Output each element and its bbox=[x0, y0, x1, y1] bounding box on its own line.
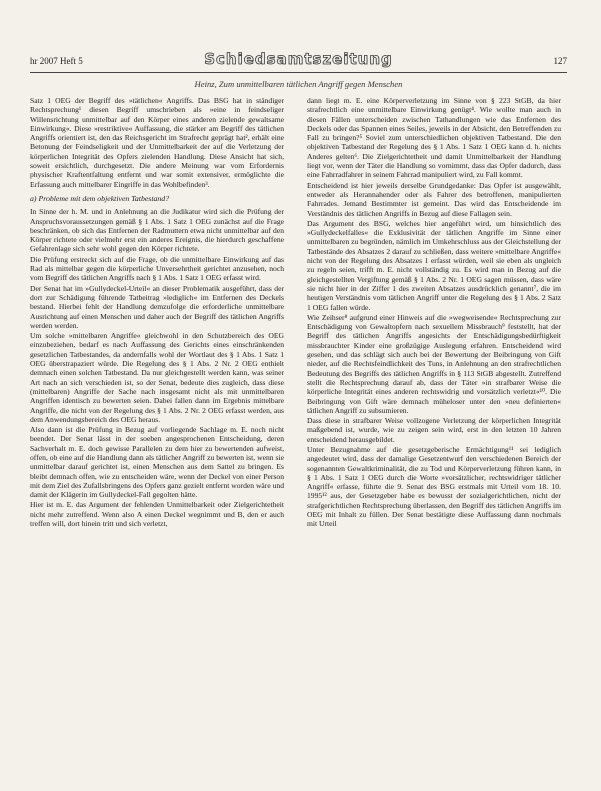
paragraph: Dass diese in strafbarer Weise vollzogene Verletzung der körperlichen Integrität maßgebend ist, wurde, wie zu zeigen sein wird, erst in den letzten 10 Jahren entscheidend herausgebildet. bbox=[307, 416, 561, 444]
paragraph: Entscheidend ist hier jeweils derselbe Grundgedanke: Das Opfer ist ausgewählt, entweder als Herannahender oder als Fahrer des betroffenen, manipulierten Fahrrades. Jemand Bestimmter ist gemeint. Das wird das Entscheidende im Verständnis des tätlichen Angriffs in Bezug auf diese Fallagen sein. bbox=[307, 180, 561, 218]
paragraph: Die Prüfung erstreckt sich auf die Frage, ob die unmittelbare Einwirkung auf das Rad als mittelbar gegen die körperliche Unversehrtheit gerichtet anzusehen, noch vom Begriff des tätlichen Angriffs nach § 1 Abs. 1 Satz 1 OEG erfasst wird. bbox=[30, 254, 284, 283]
issue-label: hr 2007 Heft 5 bbox=[30, 56, 83, 66]
paragraph: Hier ist m. E. das Argument der fehlenden Unmittelbarkeit oder Zielgerichtetheit nicht mehr zutreffend. Wenn also A einen Deckel wegnimmt und B, den er auch treffen will, dort hinein tritt und sich verletzt, bbox=[30, 500, 284, 529]
running-header bbox=[30, 50, 567, 73]
article-subtitle: Heinz, Zum unmittelbaren tätlichen Angriff gegen Menschen bbox=[194, 79, 403, 89]
paragraph: Unter Bezugnahme auf die gesetzgeberische Ermächtigung¹¹ sei lediglich angedeutet wird, dass der damalige Gesetzentwurf den verschiedenen Bereich der sogenannten Gewaltkriminalität, die zu Tod und Körperverletzung führen kann, in § 1 Abs. 1 Satz 1 OEG durch die Worte »vorsätzlicher, rechtswidriger tätlicher Angriff« erfasse, führte die 9. Senat des BSG erstmals mit Urteil vom 18. 10. 1995¹² aus, der Gesetzgeber habe es bewusst der sozialgerichtlichen, nicht der strafgerichtlichen Rechtsprechung überlassen, den Begriff des tätlichen Angriffs im OEG mit Inhalt zu füllen. Der Senat bestätigte diese Auffassung dann nochmals mit Urteil bbox=[307, 444, 561, 529]
paragraph: In Sinne der h. M. und in Anlehnung an die Judikatur wird sich die Prüfung der Anspruchsvoraussetzungen gemäß § 1 Abs. 1 Satz 1 OEG zunächst auf die Frage beschränken, ob sich das Entfernen der Radmuttern etwa nicht unmittelbar auf den Körper richtete oder vielmehr erst ein anderes Ereignis, die hierdurch geschaffene Gefahrenlage sich sehr wohl gegen den Körper richtete. bbox=[30, 207, 284, 254]
left-column bbox=[30, 96, 284, 529]
paragraph: Wie Zeihser⁸ aufgrund einer Hinweis auf die »wegweisende« Rechtsprechung zur Entschädigung von Gewaltopfern nach sexuellem Missbrauch⁹ feststellt, hat der Begriff des tätlichen Angriffs angesichts der Entschädigungsbedürftigkeit missbrauchter Kinder eine großzügige Auslegung erfahren. Entscheidend wird gesehen, und das schlägt sich auch bei der Bewertung der Beibringung von Gift nieder, auf die Rechtsfeindlichkeit des Tuns, in Anlehnung an den strafrechtlichen Bedeutung des Begriffs des tätlichen Angriffs in § 113 StGB abgestellt. Zutreffend stellt die Rechtsprechung darauf ab, dass der Täter »in strafbarer Weise die körperliche Integrität eines anderen rechtswidrig und vorsätzlich verletzt«¹⁰. Die Beibringung von Gift wäre demnach müheloser unter den »neu definierten« tätlichen Angriff zu subsumieren. bbox=[307, 312, 561, 415]
paragraph: Um solche »mittelbaren Angriffe« gleichwohl in den Schutzbereich des OEG einzubeziehen, bedarf es nach Auffassung des Gerichts eines einschränkenden gesetzlichen Tatbestandes, da andernfalls wohl der Wortlaut des § 1 Abs. 1 Satz 1 OEG überstrapaziert würde. Die Regelung des § 1 Abs. 2 Nr. 2 OEG enthielt demnach einen solchen Tatbestand. Da nur gleichgestellt werden kann, was seiner Art nach an sich verschieden ist, so der Senat, bedeute dies zugleich, dass diese (mittelbaren) Angriffe der Sache nach insgesamt nicht als mit unmittelbaren Angriffen identisch zu bewerten seien. Dabei fallen dann im Ergebnis mittelbare Angriffe, die nicht von der Regelung des § 1 Abs. 2 Nr. 2 OEG erfasst werden, aus dem Anwendungsbereich des OEG heraus. bbox=[30, 331, 284, 424]
right-column bbox=[307, 96, 561, 530]
journal-title: Schiedsamtszeitung bbox=[204, 50, 393, 68]
paragraph: Der Senat hat im »Gullydeckel-Urteil« an dieser Problematik ausgeführt, dass der dort zur Schädigung führende Tatbeitrag »lediglich« im Entfernen des Deckels bestand. Hierbei fehlt der Handlung demzufolge die erforderliche unmittelbare Ausrichtung auf einen Menschen und daher auch der Begriff des tätlichen Angriffs werden werden. bbox=[30, 283, 284, 330]
page-number: 127 bbox=[553, 56, 567, 66]
section-heading: a) Probleme mit dem objektiven Tatbestand? bbox=[30, 193, 170, 203]
paragraph: dann liegt m. E. eine Körperverletzung im Sinne von § 223 StGB, da hier strafrechtlich eine unmittelbare Einwirkung genügt⁴. Wie wollte man auch in diesen Fällen unterscheiden zwischen Tathandlungen wie das Entfernen des Deckels oder das Spannen eines Seiles, jeweils in der Absicht, den Betreffenden zu Fall zu bringen?⁵ Soviel zum unterschiedlichen objektiven Tatbestand. Die den objektiven Tatbestand der Regelung des § 1 Abs. 1 Satz 1 OEG kann d. h. nichts Anderes gelten⁶. Die Zielgerichtetheit und damit Unmittelbarkeit der Handlung liegt vor, wenn der Täter die Handlung so vornimmt, dass das Opfer dadurch, dass eine Fahrradfahrer in seinem Fahrrad manipuliert wird, zu Fall kommt. bbox=[307, 96, 561, 180]
paragraph: Satz 1 OEG der Begriff des »tätlichen« Angriffs. Das BSG hat in ständiger Rechtsprechung¹ diesen Begriff umschrieben als »eine in feindseliger Willensrichtung unmittelbar auf den Körper eines anderen zielende gewaltsame Einwirkung«. Diese »restriktive« Auffassung, die stärker am Begriff des tätlichen Angriffs orientiert ist, den das Reichsgericht im Strafrecht geprägt hat², erhält eine Betonung der Feindseligkeit und der Unmittelbarkeit der auf die Verletzung der körperlichen Integrität des Opfers zielenden Handlung. Diese Ansicht hat sich, soweit ersichtlich, durchgesetzt. Die andere Meinung war vom Erfordernis physischer Kraftentfaltung entfernt und war somit extensiver, ermöglichte die Erfassung auch mittelbarer Eingriffe in das Wohlbefinden³. bbox=[30, 96, 284, 189]
paragraph: Das Argument des BSG, welches hier angeführt wird, um hinsichtlich des »Gullydeckelfalles« die Exklusivität der tätlichen Angriffe im Sinne einer unmittelbaren zu begründen, nämlich im Umkehrschluss aus der Gleichstellung der Tatbestände des Absatzes 2 darauf zu schließen, dass weitere »mittelbare Angriffe« nicht von der Regelung des Absatzes 1 erfasst würden, weil sie eben als ungleich zu regeln seien, trifft m. E. nicht vollständig zu. Es wird man in Bezug auf die gleichgestellten Vergiftung gemäß § 1 Abs. 2 Nr. 1 OEG sagen müssen, dass wäre sie nicht hier in der Ziffer 1 des zweiten Absatzes ausdrücklich genannt⁷, die im heutigen Verständnis vom tätlichen Angriff unter die Regelung des § 1 Abs. 2 Satz 1 OEG fallen würde. bbox=[307, 218, 561, 312]
paragraph: Also dann ist die Prüfung in Bezug auf vorliegende Sachlage m. E. noch nicht beendet. Der Senat lässt in der soeben angesprochenen Entscheidung, deren Sachverhalt m. E. doch gewisse Parallelen zu dem hier zu bewertenden aufweist, offen, ob eine auf die Handlung dann als tätlicher Angriff zu bewerten ist, wenn sie unmittelbar darauf gerichtet ist, einen Menschen aus dem Sattel zu bringen. Es bleibt demnach offen, wie zu entscheiden wäre, wenn der Deckel von einer Person mit dem Ziel des Zufallsbringens des Opfers ganz gezielt entfernt worden wäre und damit der Klägerin im Gullydeckel-Fall gegolten hätte. bbox=[30, 425, 284, 500]
